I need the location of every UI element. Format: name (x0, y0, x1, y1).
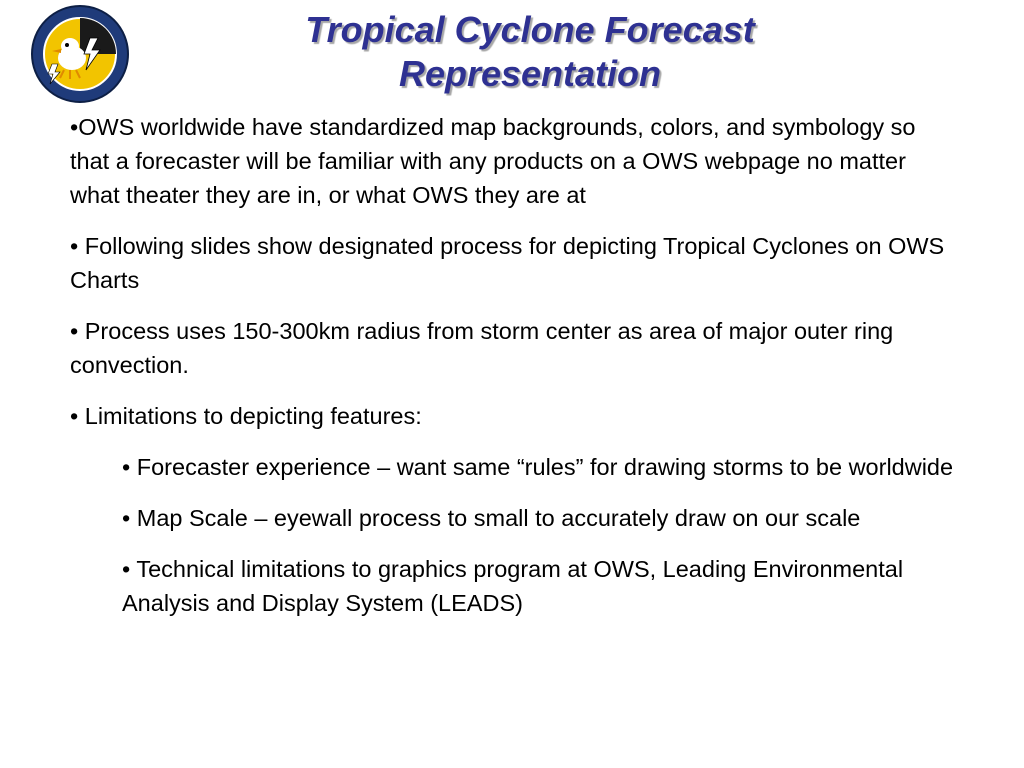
squadron-emblem-icon (30, 4, 130, 104)
slide-body (70, 110, 960, 637)
bullet-process-radius: • Process uses 150-300km radius from storm center as area of major outer ring convection. (70, 318, 894, 378)
bullet-following-slides: • Following slides show designated process for depicting Tropical Cyclones on OWS Charts (70, 233, 945, 293)
sub-bullet-map-scale: • Map Scale – eyewall process to small to accurately draw on our scale (122, 505, 861, 531)
slide-title-line1: Tropical Cyclone Forecast (305, 9, 755, 50)
sub-bullet-forecaster-experience: • Forecaster experience – want same “rules” for drawing storms to be worldwide (122, 454, 954, 480)
sub-bullet-technical-limitations: • Technical limitations to graphics program at OWS, Leading Environmental Analysis and Display System (LEADS) (122, 556, 904, 616)
bullet-limitations: • Limitations to depicting features: (70, 403, 422, 429)
squadron-emblem-graphic (30, 4, 130, 104)
bullet-ows-standardized: •OWS worldwide have standardized map backgrounds, colors, and symbology so that a forecaster will be familiar with any products on a OWS webpage no matter what theater they are in, or what OWS they are at (70, 114, 916, 208)
slide-title-line2: Representation (398, 53, 662, 94)
slide-title (230, 8, 830, 96)
